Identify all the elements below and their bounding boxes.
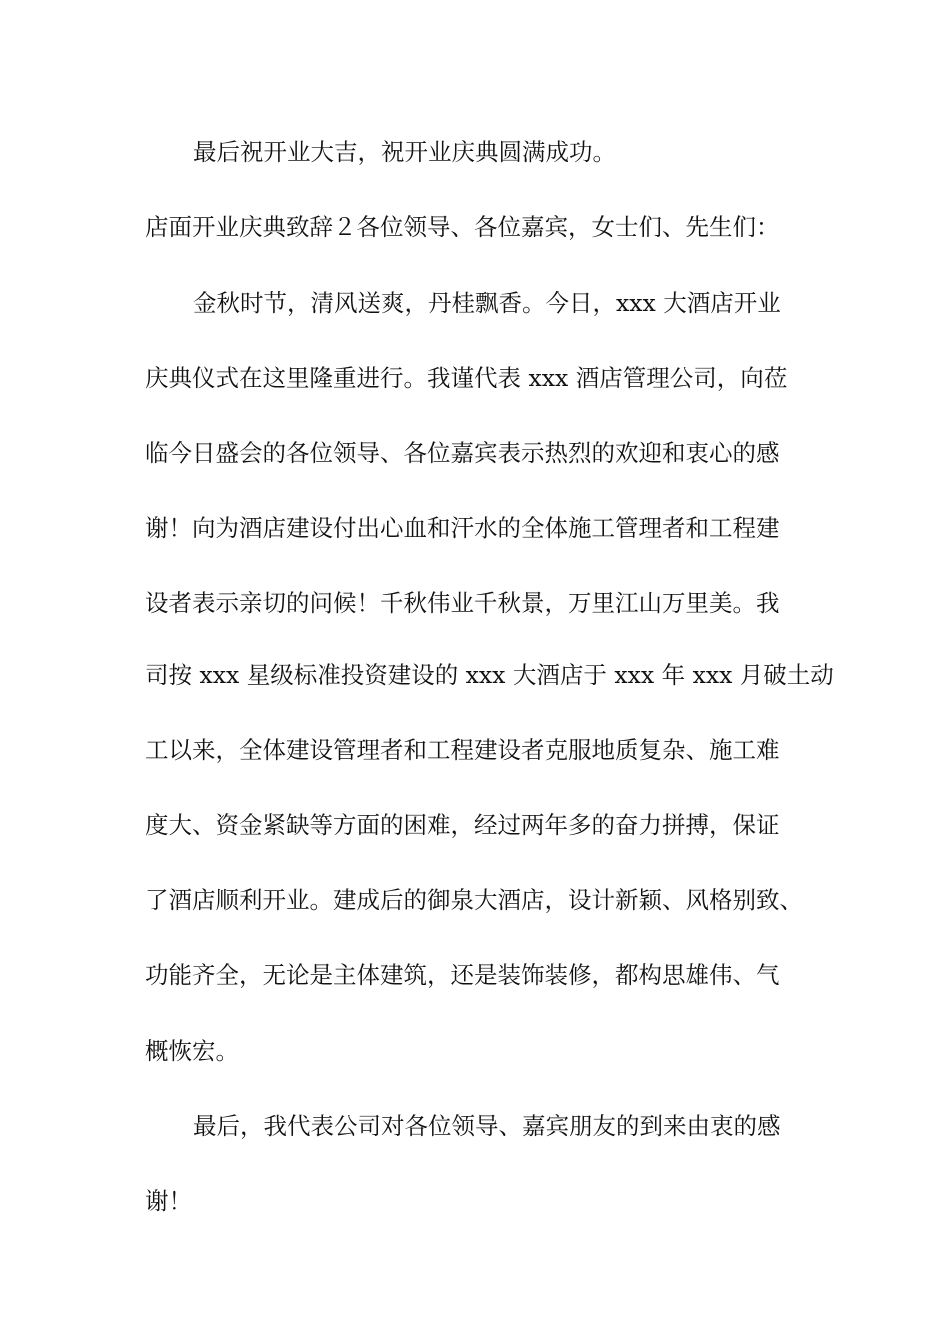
- paragraph-line: 概恢宏。: [145, 1037, 239, 1065]
- closing-wish-line: 最后祝开业大吉，祝开业庆典圆满成功。: [193, 138, 616, 166]
- paragraph-line: 工以来，全体建设管理者和工程建设者克服地质复杂、施工难: [145, 736, 780, 764]
- speech-title-line: 店面开业庆典致辞２各位领导、各位嘉宾，女士们、先生们：: [145, 213, 780, 241]
- paragraph-line: 度大、资金紧缺等方面的困难，经过两年多的奋力拼搏，保证: [145, 811, 780, 839]
- closing-paragraph-line: 最后，我代表公司对各位领导、嘉宾朋友的到来由衷的感: [193, 1112, 781, 1140]
- paragraph-line: 设者表示亲切的问候！千秋伟业千秋景，万里江山万里美。我: [145, 589, 780, 617]
- paragraph-line: 司按 xxx 星级标准投资建设的 xxx 大酒店于 xxx 年 xxx 月破土动: [145, 661, 834, 689]
- closing-paragraph-line: 谢！: [145, 1187, 192, 1215]
- paragraph-line: 功能齐全，无论是主体建筑，还是装饰装修，都构思雄伟、气: [145, 961, 780, 989]
- paragraph-line: 金秋时节，清风送爽，丹桂飘香。今日，xxx 大酒店开业: [193, 289, 781, 317]
- paragraph-line: 了酒店顺利开业。建成后的御泉大酒店，设计新颖、风格别致、: [145, 886, 803, 914]
- paragraph-line: 临今日盛会的各位领导、各位嘉宾表示热烈的欢迎和衷心的感: [145, 439, 780, 467]
- paragraph-line: 谢！向为酒店建设付出心血和汗水的全体施工管理者和工程建: [145, 514, 780, 542]
- paragraph-line: 庆典仪式在这里隆重进行。我谨代表 xxx 酒店管理公司，向莅: [145, 364, 788, 392]
